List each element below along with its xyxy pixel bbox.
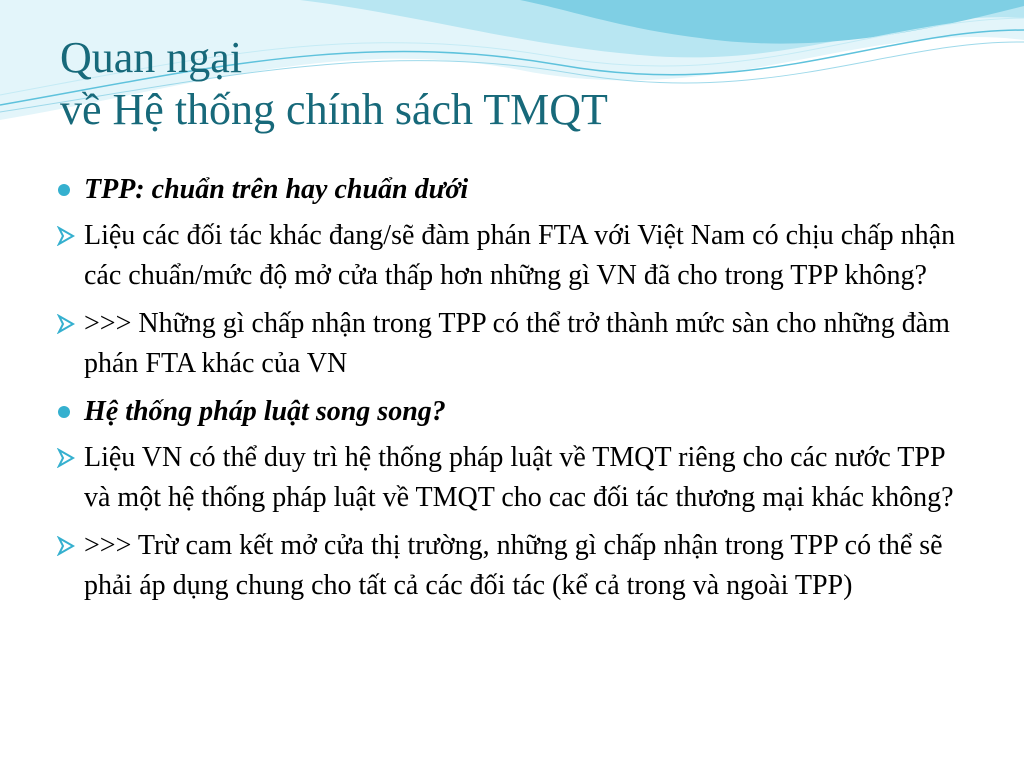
arrow-bullet-icon	[56, 304, 82, 344]
slide-title	[60, 32, 608, 136]
title-line-1: Quan ngại	[60, 33, 243, 82]
bullet-item	[56, 526, 956, 606]
bullet-text: Hệ thống pháp luật song song?	[84, 396, 446, 427]
bullet-text: Liệu các đối tác khác đang/sẽ đàm phán FTA với Việt Nam có chịu chấp nhận các chuẩn/mức độ mở cửa thấp hơn những gì VN đã cho trong TPP không?	[84, 220, 956, 291]
bullet-list	[56, 170, 956, 614]
bullet-text: TPP: chuẩn trên hay chuẩn dưới	[84, 174, 469, 205]
arrow-bullet-icon	[56, 438, 82, 478]
bullet-heading	[56, 170, 956, 210]
arrow-bullet-icon	[56, 216, 82, 256]
bullet-text: >>> Những gì chấp nhận trong TPP có thể trở thành mức sàn cho những đàm phán FTA khác của VN	[84, 308, 950, 379]
bullet-text: Liệu VN có thể duy trì hệ thống pháp luật về TMQT riêng cho các nước TPP và một hệ thống pháp luật về TMQT cho cac đối tác thương mại khác không?	[84, 442, 954, 513]
bullet-text: >>> Trừ cam kết mở cửa thị trường, những gì chấp nhận trong TPP có thể sẽ phải áp dụng chung cho tất cả các đối tác (kể cả trong và ngoài TPP)	[84, 530, 943, 601]
round-bullet-icon	[56, 392, 82, 432]
bullet-item	[56, 304, 956, 384]
bullet-item	[56, 438, 956, 518]
arrow-bullet-icon	[56, 526, 82, 566]
round-bullet-icon	[56, 170, 82, 210]
title-line-2: về Hệ thống chính sách TMQT	[60, 85, 608, 134]
bullet-item	[56, 216, 956, 296]
bullet-heading	[56, 392, 956, 432]
